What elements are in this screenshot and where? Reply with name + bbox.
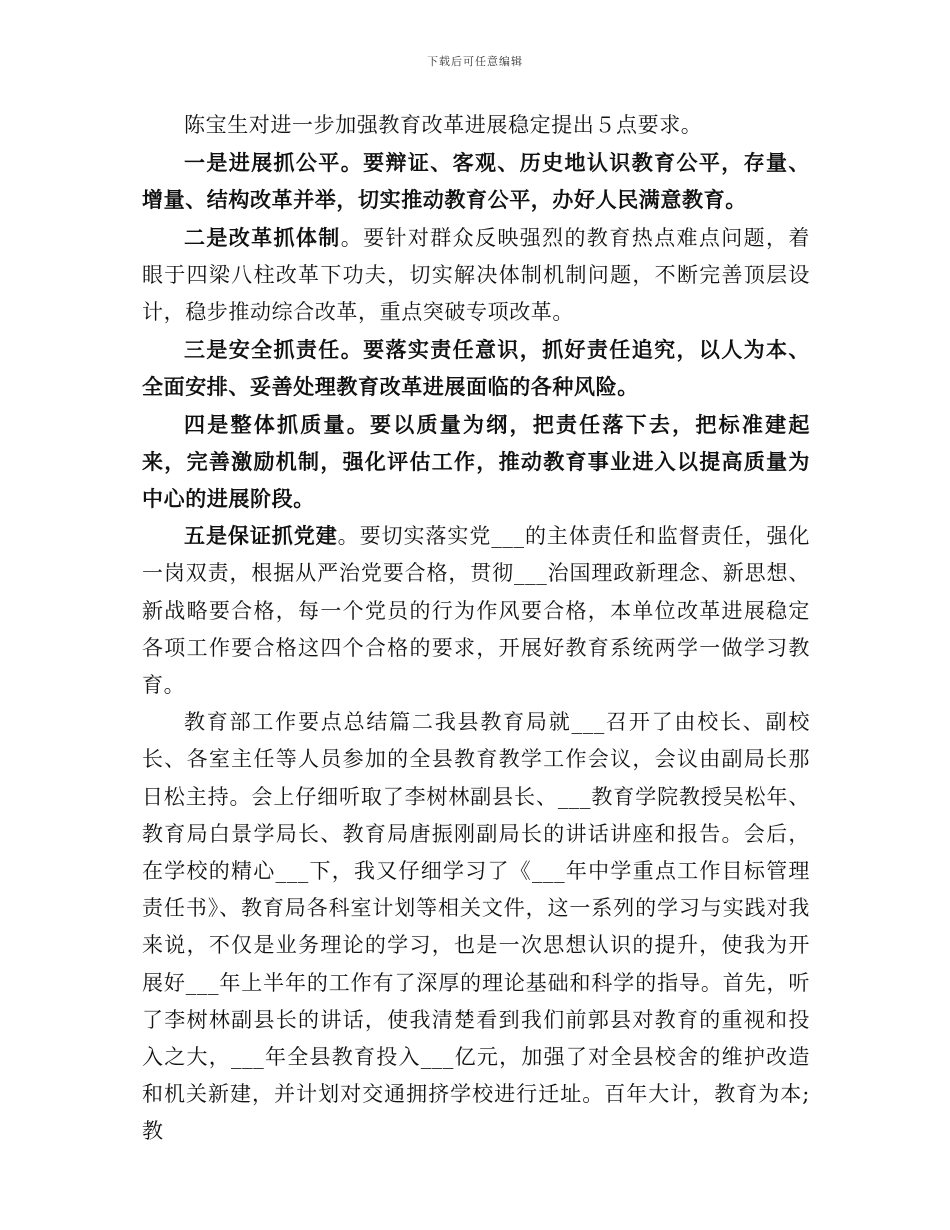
- paragraph-text: 陈宝生对进一步加强教育改革进展稳定提出５点要求。: [184, 113, 703, 137]
- paragraph-requirement-3: [142, 331, 810, 405]
- document-body: [142, 107, 810, 1151]
- paragraph-text: 四是整体抓质量。要以质量为纲，把责任落下去，把标准建起来，完善激励机制，强化评估工作，推动教育事业进入以提高质量为中心的进展阶段。: [142, 411, 810, 512]
- paragraph-lead: 五是保证抓党建: [184, 523, 338, 549]
- paragraph-summary-part-two: [142, 704, 810, 1150]
- paragraph-requirement-4: [142, 406, 810, 518]
- paragraph-requirement-2: [142, 219, 810, 332]
- paragraph-lead: 二是改革抓体制: [184, 224, 341, 250]
- paragraph-text: 教育部工作要点总结篇二我县教育局就___召开了由校长、副校长、各室主任等人员参加的全县教育教学工作会议，会议由副局长那日松主持。会上仔细听取了李树林副县长、___教育学院教授吴松年、教育局白景学局长、教育局唐振刚副局长的讲话讲座和报告。会后，在学校的精心___下，我又仔细学习了《___年中学重点工作目标管理责任书》、教育局各科室计划等相关文件，这一系列的学习与实践对我来说，不仅是业务理论的学习，也是一次思想认识的提升，使我为开展好___年上半年的工作有了深厚的理论基础和科学的指导。首先，听了李树林副县长的讲话，使我清楚看到我们前郭县对教育的重视和投入之大，___年全县教育投入___亿元，加强了对全县校舍的维护改造和机关新建，并计划对交通拥挤学校进行迁址。百年大计，教育为本;教: [142, 710, 810, 1144]
- paragraph-requirement-5: [142, 517, 810, 704]
- paragraph-intro: [142, 107, 810, 144]
- paragraph-text: 。要针对群众反映强烈的教育热点难点问题，着眼于四梁八柱改革下功夫，切实解决体制机制问题，不断完善顶层设计，稳步推动综合改革，重点突破专项改革。: [142, 225, 810, 325]
- paragraph-requirement-1: [142, 144, 810, 218]
- paragraph-text: 。要切实落实党___的主体责任和监督责任，强化一岗双责，根据从严治党要合格，贯彻___治国理政新理念、新思想、新战略要合格，每一个党员的行为作风要合格，本单位改革进展稳定各项工作要合格这四个合格的要求，开展好教育系统两学一做学习教育。: [142, 524, 810, 698]
- paragraph-text: 三是安全抓责任。要落实责任意识，抓好责任追究，以人为本、全面安排、妥善处理教育改革进展面临的各种风险。: [142, 337, 810, 400]
- page-header-note: 下载后可任意编辑: [427, 55, 523, 68]
- paragraph-text: 一是进展抓公平。要辩证、客观、历史地认识教育公平，存量、增量、结构改革并举，切实推动教育公平，办好人民满意教育。: [142, 150, 810, 213]
